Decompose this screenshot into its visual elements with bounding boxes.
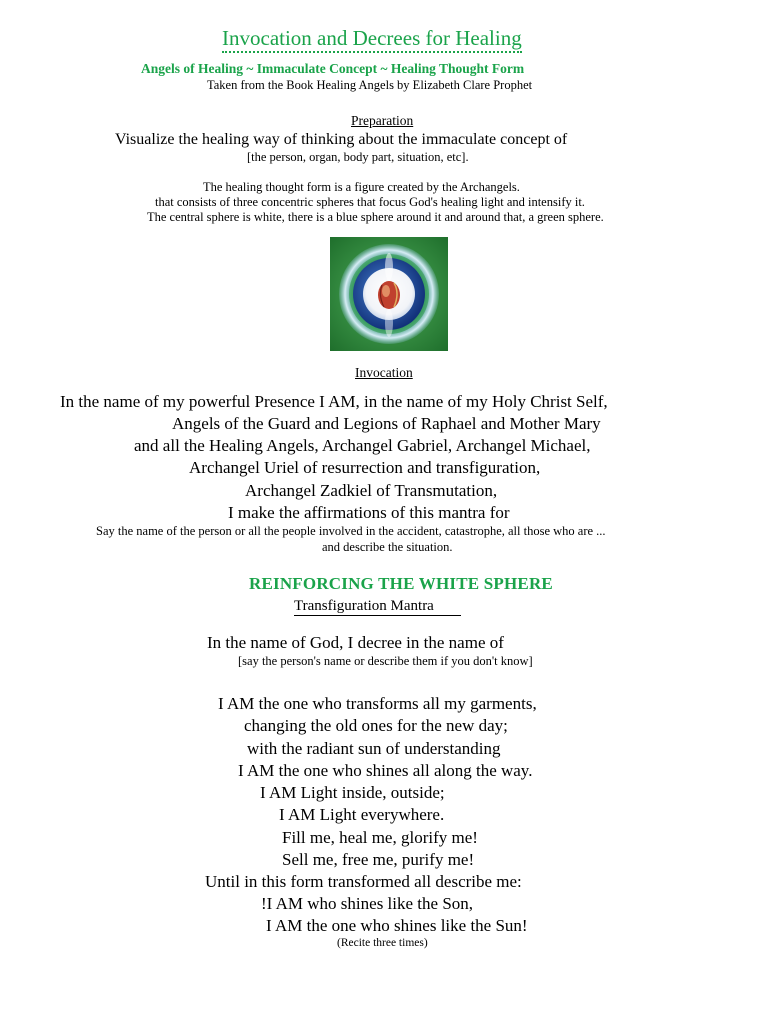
preparation-heading: Preparation xyxy=(351,113,414,128)
mantra-line-8: Sell me, free me, purify me! xyxy=(282,850,475,869)
white-sphere-heading: REINFORCING THE WHITE SPHERE xyxy=(249,574,553,593)
invocation-line-2: Angels of the Guard and Legions of Raphael and Mother Mary xyxy=(172,414,601,433)
mantra-line-4: I AM the one who shines all along the way. xyxy=(238,761,533,780)
mantra-line-7: Fill me, heal me, glorify me! xyxy=(282,828,478,847)
thought-form-desc-1: The healing thought form is a figure created by the Archangels. xyxy=(203,180,520,194)
decree-line: In the name of God, I decree in the name of xyxy=(207,633,504,652)
mantra-line-3: with the radiant sun of understanding xyxy=(247,739,501,758)
invocation-line-1: In the name of my powerful Presence I AM, in the name of my Holy Christ Self, xyxy=(60,392,608,411)
mantra-line-1: I AM the one who transforms all my garments, xyxy=(218,694,537,713)
concentric-spheres-icon xyxy=(330,237,448,351)
thought-form-desc-3: The central sphere is white, there is a blue sphere around it and around that, a green sphere. xyxy=(147,210,604,224)
healing-thought-form-image xyxy=(330,237,448,351)
preparation-line-2: [the person, organ, body part, situation, etc]. xyxy=(247,150,469,164)
invocation-line-3: and all the Healing Angels, Archangel Gabriel, Archangel Michael, xyxy=(134,436,591,455)
page-title: Invocation and Decrees for Healing xyxy=(222,28,522,53)
mantra-line-2: changing the old ones for the new day; xyxy=(244,716,508,735)
mantra-line-5: I AM Light inside, outside; xyxy=(260,783,445,802)
mantra-heading: Transfiguration Mantra xyxy=(294,599,461,616)
mantra-line-6: I AM Light everywhere. xyxy=(279,805,445,824)
recite-note: (Recite three times) xyxy=(337,937,428,949)
mantra-line-11: I AM the one who shines like the Sun! xyxy=(266,916,528,935)
invocation-note-2: and describe the situation. xyxy=(322,540,453,554)
invocation-line-4: Archangel Uriel of resurrection and transfiguration, xyxy=(189,458,541,477)
mantra-line-10: !I AM who shines like the Son, xyxy=(261,894,474,913)
page-subtitle: Angels of Healing ~ Immaculate Concept ~ Healing Thought Form xyxy=(141,61,525,76)
decree-note: [say the person's name or describe them if you don't know] xyxy=(238,654,533,668)
invocation-line-5: Archangel Zadkiel of Transmutation, xyxy=(245,481,498,500)
thought-form-desc-2: that consists of three concentric spheres that focus God's healing light and intensify it. xyxy=(155,195,585,209)
source-line: Taken from the Book Healing Angels by Elizabeth Clare Prophet xyxy=(207,78,533,92)
mantra-line-9: Until in this form transformed all describe me: xyxy=(205,872,522,891)
invocation-heading: Invocation xyxy=(355,365,413,380)
invocation-note-1: Say the name of the person or all the people involved in the accident, catastrophe, all those who are ... xyxy=(96,524,606,538)
invocation-line-6: I make the affirmations of this mantra for xyxy=(228,503,510,522)
preparation-line-1: Visualize the healing way of thinking about the immaculate concept of xyxy=(115,131,568,148)
